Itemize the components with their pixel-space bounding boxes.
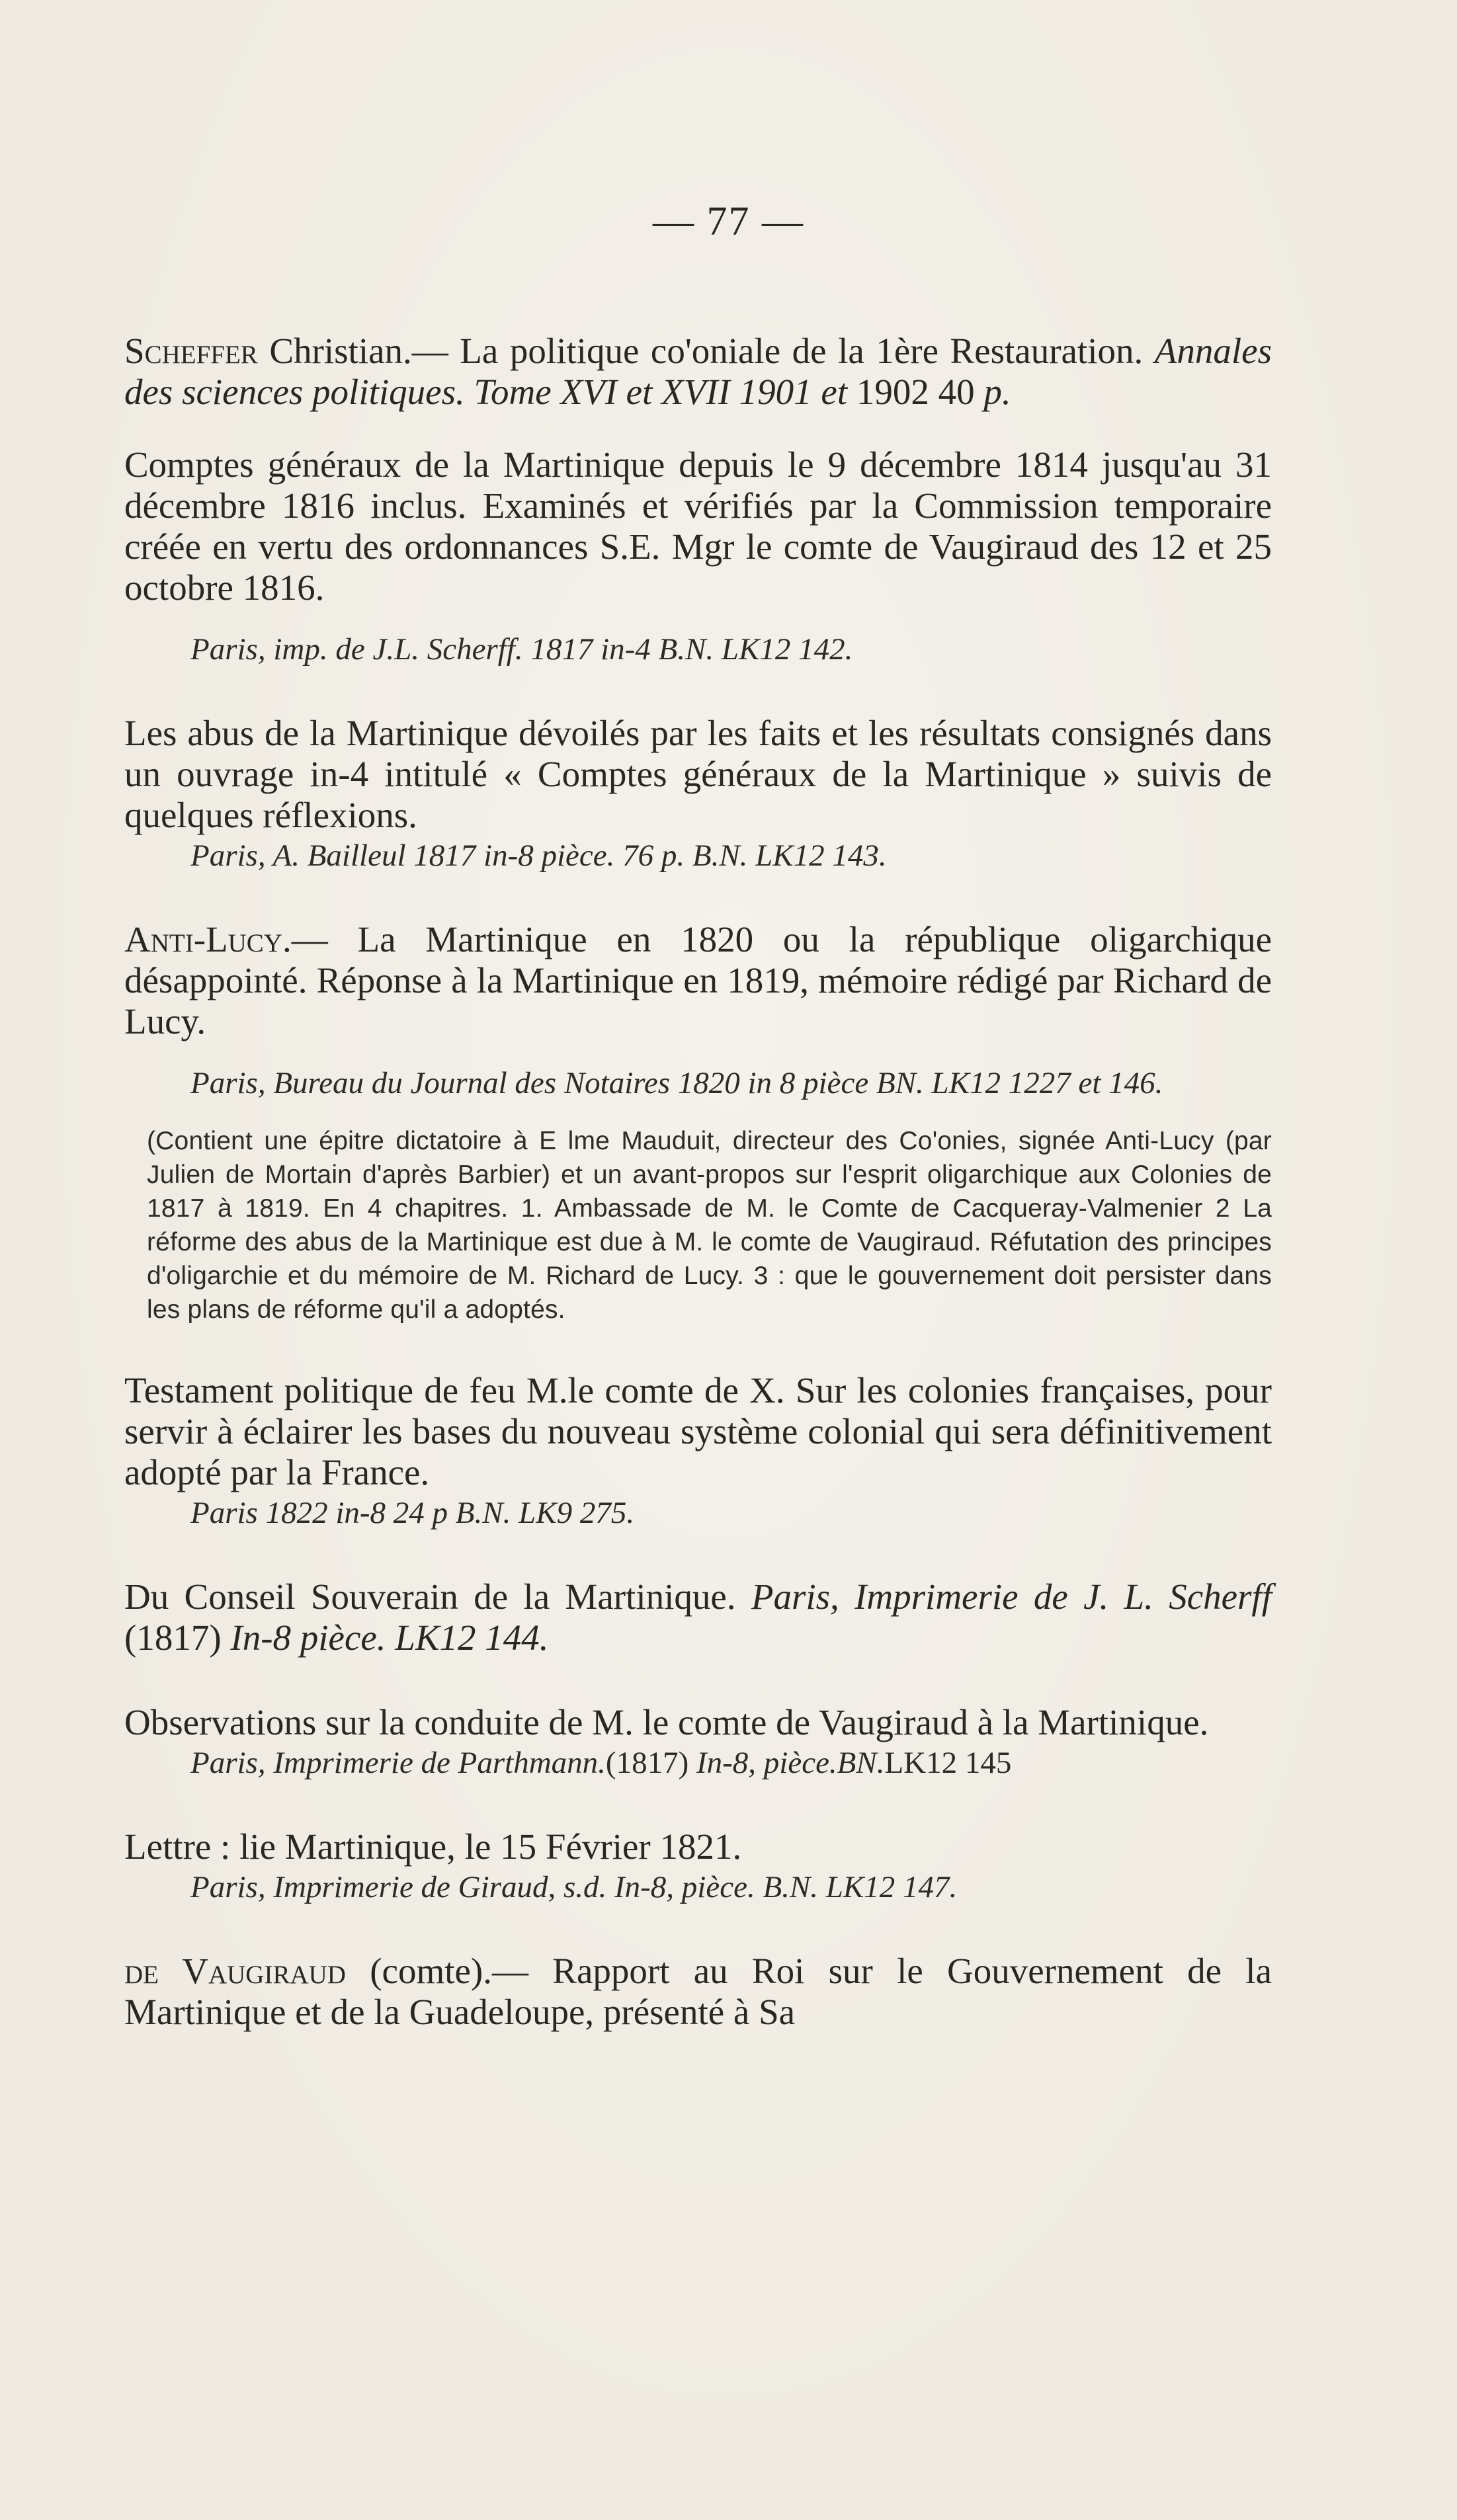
entry-scheffer [124, 331, 1272, 413]
entry-text: Christian.— La politique co'oniale de la 1ère Restauration. [257, 331, 1155, 371]
entry-imprint: Paris, Bureau du Journal des Notaires 1820 in 8 pièce BN. LK12 1227 et 146. [190, 1066, 1163, 1100]
entry-text: — La Martinique en 1820 ou la république oligarchique désappointé. Réponse à la Martinique en 1819, mémoire rédigé par Richard de Lucy. [124, 919, 1272, 1041]
entry-testament-politique: Testament politique de feu M.le comte de X. Sur les colonies françaises, pour servir à éclairer les bases du nouveau système colonial qui sera définitivement adopté par la France. [124, 1370, 1272, 1492]
entry-note: (Contient une épitre dictatoire à E lme Mauduit, directeur des Co'onies, signée Anti-Lucy (par Julien de Mortain d'après Barbier) et un avant-propos sur l'esprit oligarchique aux Colonies de 1817 à 1819. En 4 chapitres. 1. Ambassade de M. le Comte de Cacqueray-Valmenier 2 La réforme des abus de la Martinique est due à M. le comte de Vaugiraud. Réfutation des principes d'oligarchie et du mémoire de M. Richard de Lucy. 3 : que le gouvernement doit persister dans les plans de réforme qu'il a adoptés. [147, 1127, 1272, 1324]
entry-imprint: Paris 1822 in-8 24 p B.N. LK9 275. [190, 1496, 635, 1530]
entry-author: Scheffer [124, 331, 258, 371]
imprint-format: In-8, pièce.BN. [696, 1746, 885, 1780]
entry-comptes-generaux: Comptes généraux de la Martinique depuis le 9 décembre 1814 jusqu'au 31 décembre 1816 inclus. Examinés et vérifiés par la Commission temporaire créée en vertu des ordonnances S.E. Mgr le comte de Vaugiraud des 12 et 25 octobre 1816. [124, 444, 1272, 608]
entry-format: In-8 pièce. LK12 144. [230, 1617, 549, 1658]
entry-lettre: Lettre : lie Martinique, le 15 Février 1821. [124, 1826, 742, 1867]
entry-abus-martinique: Les abus de la Martinique dévoilés par les faits et les résultats consignés dans un ouvrage in-4 intitulé « Comptes généraux de la Martinique » suivis de quelques réflexions. [124, 713, 1272, 835]
entry-publisher: Paris, Imprimerie de J. L. Scherff [751, 1576, 1272, 1617]
entry-observations: Observations sur la conduite de M. le comte de Vaugiraud à la Martinique. [124, 1702, 1209, 1742]
entry-year: (1817) [124, 1617, 231, 1658]
bibliography-list [124, 331, 1272, 2033]
entry-imprint: Paris, A. Bailleul 1817 in-8 pièce. 76 p. B.N. LK12 143. [190, 838, 887, 873]
entry-imprint [124, 1743, 1272, 1783]
imprint-publisher: Paris, Imprimerie de Parthmann. [190, 1746, 606, 1780]
entry-author: de Vaugiraud [124, 1951, 346, 1991]
entry-text: 1902 40 [847, 372, 984, 412]
page-number: — 77 — [653, 199, 804, 244]
entry-author: Anti-Lucy. [124, 919, 292, 959]
entry-anti-lucy [124, 919, 1272, 1042]
entry-imprint: Paris, Imprimerie de Giraud, s.d. In-8, pièce. B.N. LK12 147. [190, 1870, 958, 1904]
entry-conseil-souverain [124, 1576, 1272, 1658]
entry-text: Du Conseil Souverain de la Martinique. [124, 1576, 751, 1617]
entry-text: (comte).— Rapport au Roi sur le Gouvernement de la Martinique et de la Guadeloupe, présenté à Sa [124, 1951, 1272, 2032]
entry-vaugiraud-rapport [124, 1951, 1272, 2033]
entry-imprint: Paris, imp. de J.L. Scherff. 1817 in-4 B.N. LK12 142. [190, 632, 853, 667]
entry-journal: Annales des sciences politiques. Tome XVI et XVII 1901 et [124, 331, 1272, 412]
entry-pages: p. [983, 372, 1011, 412]
imprint-year: (1817) [605, 1746, 696, 1780]
imprint-shelfmark: LK12 145 [884, 1746, 1012, 1780]
